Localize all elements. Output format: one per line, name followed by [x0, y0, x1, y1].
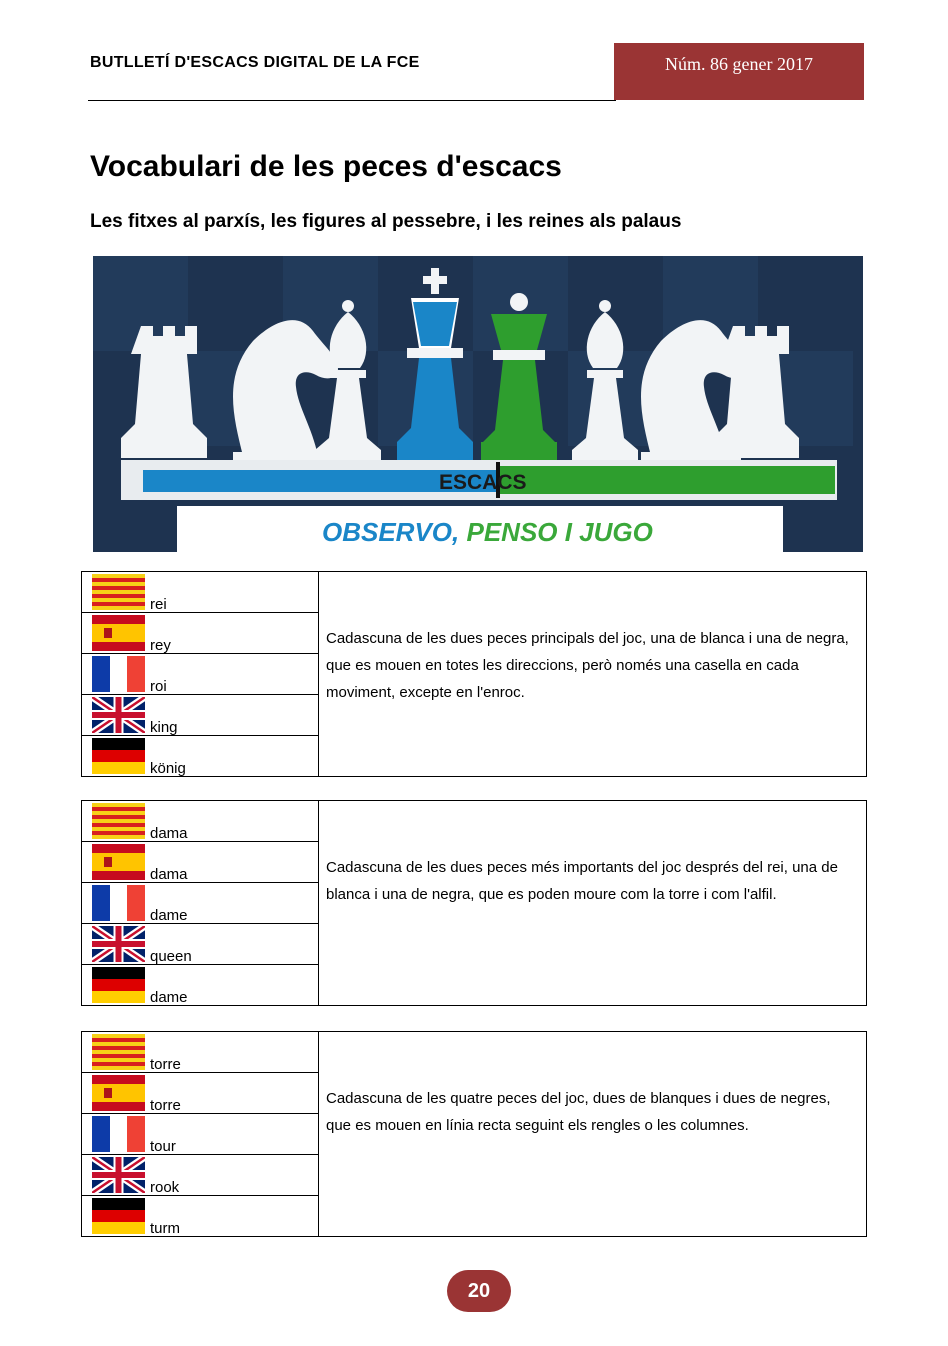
vocab-table-queen — [81, 800, 867, 1006]
german-flag-icon — [92, 1198, 145, 1234]
lang-row-english — [82, 924, 318, 965]
term-catalan: torre — [150, 1056, 181, 1073]
term-catalan: rei — [150, 596, 167, 613]
lang-row-spanish — [82, 1073, 318, 1114]
page-number-badge: 20 — [447, 1270, 511, 1312]
lang-row-catalan — [82, 572, 318, 613]
lang-row-spanish — [82, 842, 318, 883]
term-german: dame — [150, 989, 188, 1006]
term-spanish: torre — [150, 1097, 181, 1114]
lang-row-catalan — [82, 1032, 318, 1073]
term-german: könig — [150, 760, 186, 777]
page-subtitle: Les fitxes al parxís, les figures al pessebre, i les reines als palaus — [90, 211, 682, 232]
language-column — [82, 801, 319, 1005]
term-spanish: rey — [150, 637, 171, 654]
language-column — [82, 1032, 319, 1236]
lang-row-german — [82, 736, 318, 776]
lang-row-german — [82, 1196, 318, 1236]
term-english: king — [150, 719, 178, 736]
term-french: tour — [150, 1138, 176, 1155]
page-title: Vocabulari de les peces d'escacs — [90, 150, 562, 183]
banner-slogan — [322, 517, 653, 547]
spanish-flag-icon — [92, 844, 145, 880]
definition-text: Cadascuna de les dues peces més importants del joc després del rei, una de blanca i una de negra, que es poden moure com la torre i com l'alfil. — [326, 859, 838, 903]
lang-row-german — [82, 965, 318, 1005]
bulletin-title: BUTLLETÍ D'ESCACS DIGITAL DE LA FCE — [90, 54, 420, 71]
term-english: queen — [150, 948, 192, 965]
definition-text: Cadascuna de les dues peces principals del joc, una de blanca i una de negra, que es mouen en totes les direccions, però només una casella en cada moviment, excepte en l'enroc. — [326, 630, 849, 701]
slogan-part-2: PENSO I JUGO — [466, 517, 653, 547]
slogan-part-1: OBSERVO, — [322, 517, 467, 547]
header-divider — [88, 100, 616, 101]
lang-row-french — [82, 883, 318, 924]
french-flag-icon — [92, 656, 145, 692]
catalan-flag-icon — [92, 574, 145, 610]
banner-bar-text: ESCACS — [439, 471, 527, 494]
french-flag-icon — [92, 1116, 145, 1152]
chess-banner-image — [93, 256, 863, 552]
catalan-flag-icon — [92, 1034, 145, 1070]
french-flag-icon — [92, 885, 145, 921]
term-german: turm — [150, 1220, 180, 1237]
term-french: dame — [150, 907, 188, 924]
term-spanish: dama — [150, 866, 188, 883]
spanish-flag-icon — [92, 1075, 145, 1111]
german-flag-icon — [92, 967, 145, 1003]
lang-row-catalan — [82, 801, 318, 842]
issue-badge: Núm. 86 gener 2017 — [614, 43, 864, 100]
term-catalan: dama — [150, 825, 188, 842]
language-column — [82, 572, 319, 776]
uk-flag-icon — [92, 697, 145, 733]
lang-row-french — [82, 654, 318, 695]
lang-row-french — [82, 1114, 318, 1155]
vocab-table-rook — [81, 1031, 867, 1237]
lang-row-spanish — [82, 613, 318, 654]
vocab-table-king — [81, 571, 867, 777]
catalan-flag-icon — [92, 803, 145, 839]
term-french: roi — [150, 678, 167, 695]
definition-text: Cadascuna de les quatre peces del joc, dues de blanques i dues de negres, que es mouen en línia recta seguint els rengles o les columnes. — [326, 1090, 831, 1134]
uk-flag-icon — [92, 926, 145, 962]
lang-row-english — [82, 1155, 318, 1196]
german-flag-icon — [92, 738, 145, 774]
term-english: rook — [150, 1179, 180, 1196]
lang-row-english — [82, 695, 318, 736]
spanish-flag-icon — [92, 615, 145, 651]
uk-flag-icon — [92, 1157, 145, 1193]
